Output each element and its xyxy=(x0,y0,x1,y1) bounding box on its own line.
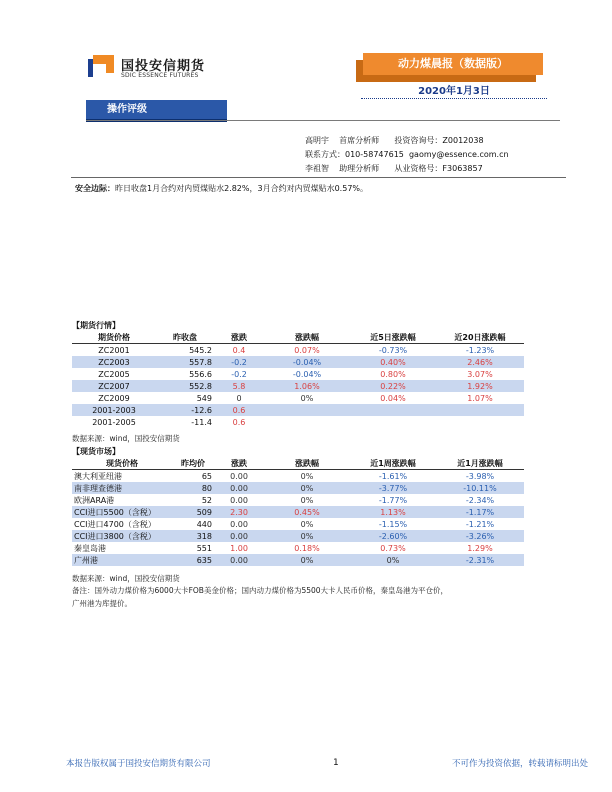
table-cell: 0.00 xyxy=(230,471,248,481)
table-cell xyxy=(350,404,436,416)
col-header: 涨跌 xyxy=(214,457,264,470)
col-header: 近5日涨跌幅 xyxy=(350,331,436,344)
table-cell: 1.07% xyxy=(467,393,493,403)
table-cell: 0% xyxy=(264,482,350,494)
table-row xyxy=(72,530,524,542)
table-cell: 0.73% xyxy=(380,543,406,553)
table-row xyxy=(72,344,524,357)
table-cell: -0.2 xyxy=(231,369,247,379)
table-cell: 509 xyxy=(172,506,214,518)
table-cell: -1.15% xyxy=(378,519,408,529)
table-cell: -0.04% xyxy=(264,356,350,368)
table-cell: ZC2001 xyxy=(98,345,130,355)
table-cell: 2001-2003 xyxy=(72,404,156,416)
table-cell: 0.22% xyxy=(350,380,436,392)
table-row xyxy=(72,368,524,380)
col-header: 昨收盘 xyxy=(156,331,214,344)
table-cell: 0% xyxy=(264,530,350,542)
table-cell: ZC2007 xyxy=(72,380,156,392)
table-cell xyxy=(436,404,524,416)
company-name-cn: 国投安信期货 xyxy=(121,59,206,74)
col-header: 近1周涨跌幅 xyxy=(350,457,436,470)
table-cell: 0.00 xyxy=(230,495,248,505)
col-header: 现货价格 xyxy=(72,457,172,470)
table-cell: 52 xyxy=(201,495,212,505)
table-cell: -2.34% xyxy=(465,495,495,505)
table-cell: -1.23% xyxy=(465,345,495,355)
table-cell: 1.29% xyxy=(467,543,493,553)
table-cell: 0% xyxy=(300,393,314,403)
table-cell xyxy=(350,416,436,428)
footer-copyright: 本报告版权属于国投安信期货有限公司 xyxy=(66,759,211,769)
table-cell: 0.00 xyxy=(230,519,248,529)
futures-source: 数据来源：wind，国投安信期货 xyxy=(72,434,180,443)
table-row xyxy=(72,380,524,392)
table-row xyxy=(72,518,524,530)
table-cell: 556.6 xyxy=(189,369,212,379)
table-row xyxy=(72,482,524,494)
rating-divider xyxy=(86,120,560,121)
table-cell: 0.6 xyxy=(214,404,264,416)
table-cell: 2.46% xyxy=(436,356,524,368)
futures-table xyxy=(72,331,524,428)
logo-icon xyxy=(88,55,114,81)
table-row xyxy=(72,506,524,518)
table-cell: 318 xyxy=(172,530,214,542)
safety-text: 昨日收盘1月合约对内贸煤贴水2.82%，3月合约对内贸煤贴水0.57%。 xyxy=(115,184,369,193)
table-cell: -0.73% xyxy=(378,345,408,355)
table-cell: -1.21% xyxy=(465,519,495,529)
table-cell: 635 xyxy=(172,554,214,566)
table-cell: 2001-2005 xyxy=(92,417,136,427)
col-header: 昨均价 xyxy=(172,457,214,470)
spot-note-2: 广州港为库提价。 xyxy=(72,599,132,608)
table-cell: -2.31% xyxy=(436,554,524,566)
table-cell: 0% xyxy=(350,554,436,566)
table-cell: -12.6 xyxy=(156,404,214,416)
analyst-line-3: 李祖智 助理分析师 从业资格号：F3063857 xyxy=(305,164,483,173)
table-cell: -3.77% xyxy=(350,482,436,494)
table-cell: 欧洲ARA港 xyxy=(74,495,115,505)
table-row xyxy=(72,542,524,554)
table-cell: -0.2 xyxy=(214,356,264,368)
table-cell: 0.45% xyxy=(264,506,350,518)
table-row xyxy=(72,404,524,416)
table-cell: 1.13% xyxy=(350,506,436,518)
table-cell: 0% xyxy=(264,554,350,566)
table-cell: 1.92% xyxy=(436,380,524,392)
table-cell: -3.98% xyxy=(465,471,495,481)
analyst-line-2: 联系方式：010-58747615 gaomy@essence.com.cn xyxy=(305,150,509,159)
table-cell: 557.8 xyxy=(156,356,214,368)
table-cell: 0.00 xyxy=(214,530,264,542)
table-cell: CCI进口3800（含税） xyxy=(72,530,172,542)
table-cell: 0.18% xyxy=(294,543,320,553)
analyst-line-1: 高明宇 首席分析师 投资咨询号：Z0012038 xyxy=(305,136,484,145)
table-row xyxy=(72,470,524,483)
futures-section-title: 【期货行情】 xyxy=(72,321,120,330)
table-cell: 1.06% xyxy=(264,380,350,392)
table-cell: 65 xyxy=(201,471,212,481)
col-header: 涨跌幅 xyxy=(264,457,350,470)
safety-margin xyxy=(75,183,368,194)
table-cell: ZC2009 xyxy=(98,393,130,403)
col-header: 涨跌 xyxy=(214,331,264,344)
spot-source: 数据来源：wind，国投安信期货 xyxy=(72,574,180,583)
table-cell: 0.6 xyxy=(232,417,246,427)
table-cell: 秦皇岛港 xyxy=(74,543,106,553)
table-cell: 0 xyxy=(236,393,242,403)
table-cell: 2.30 xyxy=(214,506,264,518)
table-cell: 南非理查德港 xyxy=(72,482,172,494)
table-cell: 1.00 xyxy=(230,543,248,553)
table-cell: -1.61% xyxy=(378,471,408,481)
table-cell: 545.2 xyxy=(189,345,212,355)
col-header: 近20日涨跌幅 xyxy=(436,331,524,344)
table-cell: -11.4 xyxy=(191,417,212,427)
spot-table xyxy=(72,457,524,566)
date-divider xyxy=(361,98,547,99)
table-cell: 0.80% xyxy=(380,369,406,379)
table-cell: ZC2003 xyxy=(72,356,156,368)
table-cell: 0.4 xyxy=(232,345,246,355)
table-cell xyxy=(264,404,350,416)
table-cell: 552.8 xyxy=(156,380,214,392)
company-name-en: SDIC ESSENCE FUTURES xyxy=(121,72,199,79)
table-row xyxy=(72,494,524,506)
safety-divider xyxy=(71,177,566,178)
rating-label: 操作评级 xyxy=(86,100,227,122)
table-row xyxy=(72,416,524,428)
table-row xyxy=(72,356,524,368)
table-cell: 549 xyxy=(196,393,212,403)
table-cell: -0.04% xyxy=(292,369,322,379)
report-date: 2020年1月3日 xyxy=(418,86,490,97)
table-cell xyxy=(436,416,524,428)
page-number: 1 xyxy=(333,758,339,768)
table-cell: 440 xyxy=(196,519,212,529)
footer-disclaimer: 不可作为投资依据，转载请标明出处 xyxy=(452,759,589,769)
report-title: 动力煤晨报（数据版） xyxy=(363,53,543,75)
table-cell: 0% xyxy=(300,519,314,529)
table-cell: 5.8 xyxy=(214,380,264,392)
table-cell: -2.60% xyxy=(350,530,436,542)
table-row xyxy=(72,554,524,566)
safety-label: 安全边际： xyxy=(75,184,115,193)
col-header: 期货价格 xyxy=(72,331,156,344)
table-cell: -3.26% xyxy=(436,530,524,542)
table-cell: -1.77% xyxy=(378,495,408,505)
table-cell: 3.07% xyxy=(467,369,493,379)
table-cell: ZC2005 xyxy=(98,369,130,379)
table-cell: CCI进口4700（含税） xyxy=(74,519,156,529)
table-cell: CCI进口5500（含税） xyxy=(72,506,172,518)
table-cell: 0.40% xyxy=(350,356,436,368)
table-cell: 80 xyxy=(172,482,214,494)
table-cell: 0% xyxy=(300,495,314,505)
table-cell: 0.04% xyxy=(380,393,406,403)
col-header: 近1月涨跌幅 xyxy=(436,457,524,470)
table-cell: -10.11% xyxy=(436,482,524,494)
spot-section-title: 【现货市场】 xyxy=(72,447,120,456)
table-cell: 0.07% xyxy=(294,345,320,355)
table-cell: 0.00 xyxy=(214,554,264,566)
spot-note-1: 备注：国外动力煤价格为6000大卡FOB美金价格；国内动力煤价格为5500大卡人民币价格，秦皇岛港为平仓价， xyxy=(72,586,449,595)
table-cell: 551 xyxy=(196,543,212,553)
table-cell: 广州港 xyxy=(72,554,172,566)
table-row xyxy=(72,392,524,404)
table-cell: -1.17% xyxy=(436,506,524,518)
table-cell: 澳大利亚纽港 xyxy=(74,471,122,481)
col-header: 涨跌幅 xyxy=(264,331,350,344)
table-cell: 0.00 xyxy=(214,482,264,494)
table-cell xyxy=(264,416,350,428)
table-cell: 0% xyxy=(300,471,314,481)
